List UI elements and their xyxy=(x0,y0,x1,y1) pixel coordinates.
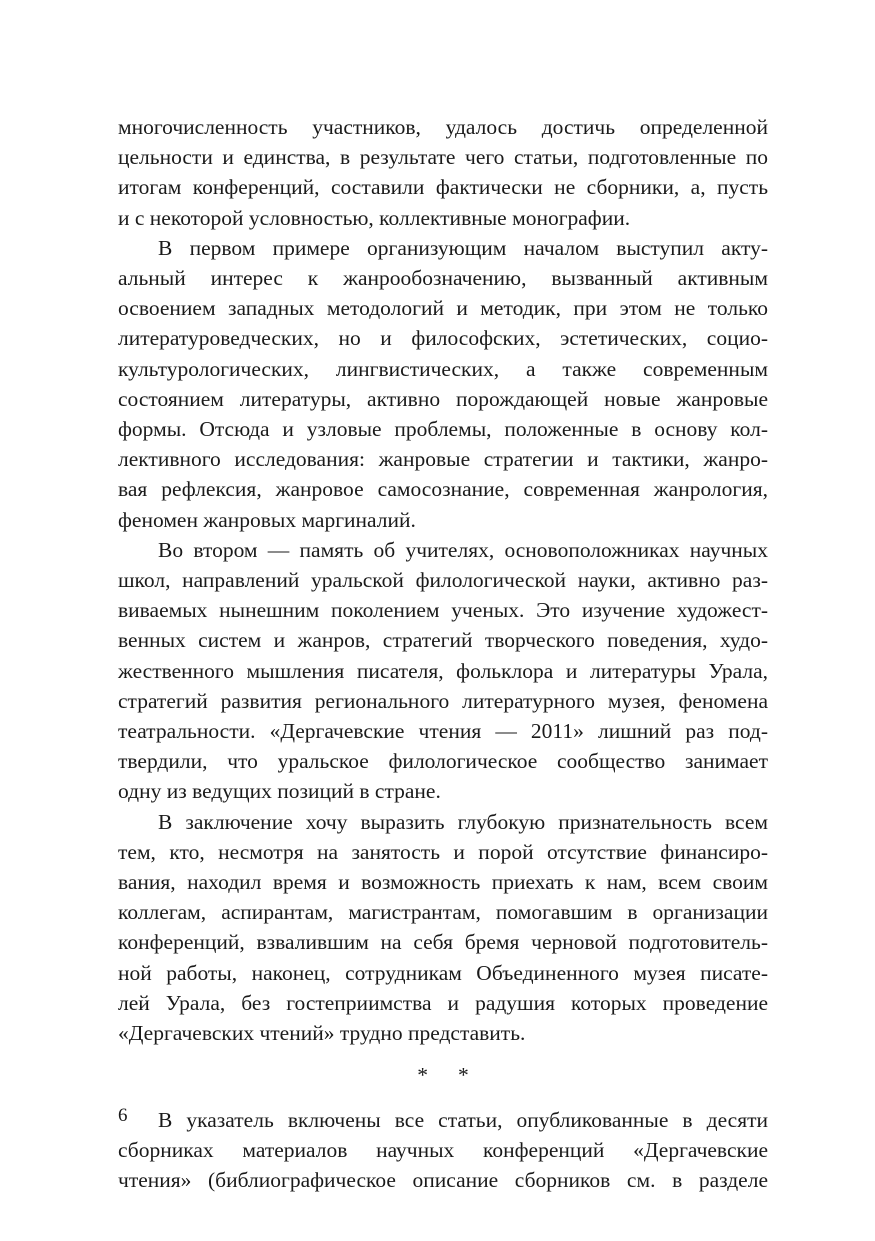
body-text xyxy=(118,112,768,1195)
text-line: вая рефлексия, жанровое самосознание, современная жанрология, xyxy=(118,477,768,502)
page-number: 6 xyxy=(118,1105,128,1126)
text-line: венных систем и жанров, стратегий творческого поведения, худо- xyxy=(118,628,768,653)
paragraph-first-example xyxy=(118,233,768,535)
text-line: одну из ведущих позиций в стране. xyxy=(118,779,441,804)
paragraph-second-example xyxy=(118,535,768,807)
text-line: цельности и единства, в результате чего статьи, подготовленные по xyxy=(118,145,768,170)
text-line: коллегам, аспирантам, магистрантам, помогавшим в организации xyxy=(118,900,768,925)
text-line: театральности. «Дергачевские чтения — 2011» лишний раз под- xyxy=(118,719,768,744)
text-line: состоянием литературы, активно порождающей новые жанровые xyxy=(118,386,768,411)
text-line: формы. Отсюда и узловые проблемы, положенные в основу кол- xyxy=(118,417,768,442)
text-line: школ, направлений уральской филологической науки, активно раз- xyxy=(118,568,768,593)
text-line: и с некоторой условностью, коллективные монографии. xyxy=(118,205,631,230)
text-line: В первом примере организующим началом выступил акту- xyxy=(158,235,768,260)
text-line: итогам конференций, составили фактически не сборники, а, пусть xyxy=(118,175,768,200)
text-line: культурологических, лингвистических, а также современным xyxy=(118,356,768,381)
text-line: лей Урала, без гостеприимства и радушия которых проведение xyxy=(118,990,768,1015)
text-line: жественного мышления писателя, фольклора и литературы Урала, xyxy=(118,658,768,683)
text-line: Во втором — память об учителях, основоположниках научных xyxy=(158,537,768,562)
text-line: стратегий развития регионального литературного музея, феномена xyxy=(118,688,768,713)
asterisk: * xyxy=(417,1063,428,1088)
paragraph-acknowledgement xyxy=(118,807,768,1049)
text-line: чтения» (библиографическое описание сборников см. в разделе xyxy=(118,1167,768,1192)
text-line: лективного исследования: жанровые стратегии и тактики, жанро- xyxy=(118,447,768,472)
text-line: многочисленность участников, удалось достичь определенной xyxy=(118,115,768,139)
text-line: конференций, взвалившим на себя бремя черновой подготовитель- xyxy=(118,930,768,955)
section-separator xyxy=(118,1060,768,1090)
text-line: В указатель включены все статьи, опубликованные в десяти xyxy=(158,1107,768,1132)
paragraph-continuation xyxy=(118,112,768,233)
text-line: освоением западных методологий и методик, при этом не только xyxy=(118,296,768,321)
paragraph-index-description xyxy=(118,1105,768,1196)
text-line: вания, находил время и возможность приехать к нам, всем своим xyxy=(118,870,768,895)
text-line: В заключение хочу выразить глубокую признательность всем xyxy=(158,809,768,834)
text-line: ной работы, наконец, сотрудникам Объединенного музея писате- xyxy=(118,960,768,985)
text-line: «Дергачевских чтений» трудно представить. xyxy=(118,1021,526,1046)
text-line: тем, кто, несмотря на занятость и порой отсутствие финансиро- xyxy=(118,839,768,864)
text-line: сборниках материалов научных конференций «Дергачевские xyxy=(118,1137,768,1162)
text-line: литературоведческих, но и философских, эстетических, социо- xyxy=(118,326,768,351)
text-line: твердили, что уральское филологическое сообщество занимает xyxy=(118,749,768,774)
text-line: альный интерес к жанрообозначению, вызванный активным xyxy=(118,266,768,291)
text-line: виваемых нынешним поколением ученых. Это изучение художест- xyxy=(118,598,768,623)
text-line: феномен жанровых маргиналий. xyxy=(118,507,416,532)
asterisk: * xyxy=(458,1063,469,1088)
